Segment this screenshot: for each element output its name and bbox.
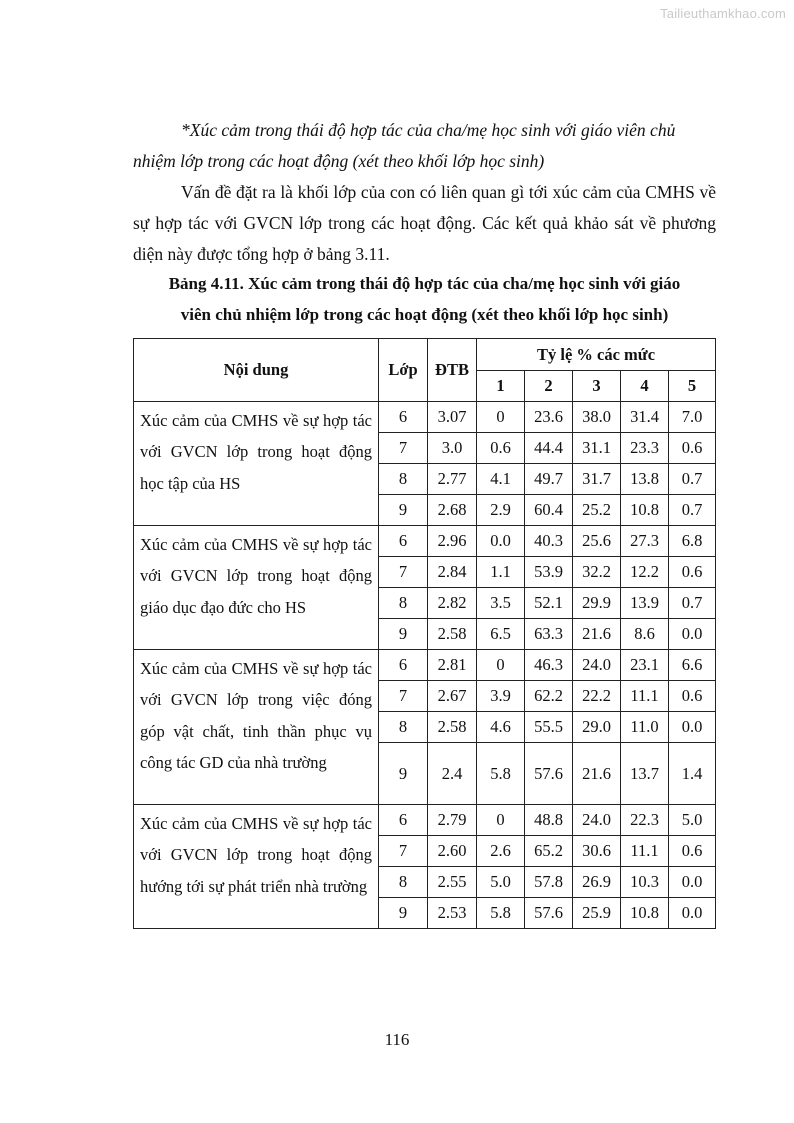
cell-grade: 6: [379, 805, 428, 836]
body-paragraph: Vấn đề đặt ra là khối lớp của con có liên quan gì tới xúc cảm của CMHS về sự hợp tác với GVCN lớp trong các hoạt động. Các kết quả khảo sát về phương diện này được tổng hợp ở bảng 3.11.: [133, 182, 716, 264]
cell-level-2: 46.3: [525, 650, 573, 681]
cell-avg: 2.58: [428, 712, 477, 743]
cell-level-3: 31.1: [573, 433, 621, 464]
cell-level-4: 8.6: [621, 619, 669, 650]
table-caption: [133, 268, 716, 330]
cell-level-2: 23.6: [525, 402, 573, 433]
cell-level-4: 11.0: [621, 712, 669, 743]
cell-level-1: 5.8: [477, 743, 525, 805]
cell-level-4: 23.3: [621, 433, 669, 464]
row-content: Xúc cảm của CMHS về sự hợp tác với GVCN lớp trong hoạt động giáo dục đạo đức cho HS: [134, 526, 379, 650]
cell-grade: 7: [379, 836, 428, 867]
header-level-1: 1: [477, 371, 525, 402]
watermark: Tailieuthamkhao.com: [660, 6, 786, 21]
cell-level-1: 5.8: [477, 898, 525, 929]
cell-level-2: 40.3: [525, 526, 573, 557]
cell-avg: 2.79: [428, 805, 477, 836]
header-level-2: 2: [525, 371, 573, 402]
cell-level-5: 0.6: [669, 836, 716, 867]
cell-level-3: 25.6: [573, 526, 621, 557]
table-caption-line-1: Bảng 4.11. Xúc cảm trong thái độ hợp tác của cha/mẹ học sinh với giáo: [168, 274, 681, 293]
cell-level-3: 30.6: [573, 836, 621, 867]
cell-grade: 7: [379, 681, 428, 712]
cell-level-2: 57.8: [525, 867, 573, 898]
cell-level-3: 31.7: [573, 464, 621, 495]
cell-level-2: 60.4: [525, 495, 573, 526]
cell-level-1: 0.6: [477, 433, 525, 464]
cell-level-2: 55.5: [525, 712, 573, 743]
cell-level-4: 13.8: [621, 464, 669, 495]
cell-grade: 6: [379, 526, 428, 557]
cell-grade: 8: [379, 867, 428, 898]
cell-level-3: 21.6: [573, 743, 621, 805]
cell-level-1: 0: [477, 402, 525, 433]
cell-level-3: 29.0: [573, 712, 621, 743]
cell-level-1: 0: [477, 650, 525, 681]
header-level-5: 5: [669, 371, 716, 402]
header-level-4: 4: [621, 371, 669, 402]
cell-level-4: 23.1: [621, 650, 669, 681]
cell-level-5: 0.6: [669, 557, 716, 588]
cell-level-4: 13.9: [621, 588, 669, 619]
cell-level-1: 3.9: [477, 681, 525, 712]
header-content: Nội dung: [134, 339, 379, 402]
cell-level-2: 48.8: [525, 805, 573, 836]
cell-level-5: 0.7: [669, 588, 716, 619]
cell-grade: 9: [379, 619, 428, 650]
cell-level-5: 0.7: [669, 495, 716, 526]
cell-grade: 9: [379, 495, 428, 526]
cell-level-4: 11.1: [621, 836, 669, 867]
cell-level-2: 53.9: [525, 557, 573, 588]
cell-avg: 2.60: [428, 836, 477, 867]
cell-level-1: 0.0: [477, 526, 525, 557]
table-caption-line-2: viên chủ nhiệm lớp trong các hoạt động (xét theo khối lớp học sinh): [180, 305, 669, 324]
cell-level-3: 38.0: [573, 402, 621, 433]
cell-avg: 3.0: [428, 433, 477, 464]
header-avg: ĐTB: [428, 339, 477, 402]
cell-avg: 2.67: [428, 681, 477, 712]
cell-level-3: 29.9: [573, 588, 621, 619]
cell-level-1: 6.5: [477, 619, 525, 650]
cell-avg: 2.58: [428, 619, 477, 650]
cell-level-5: 7.0: [669, 402, 716, 433]
cell-level-3: 21.6: [573, 619, 621, 650]
cell-level-4: 31.4: [621, 402, 669, 433]
table-row: [134, 805, 716, 836]
cell-level-5: 6.6: [669, 650, 716, 681]
table-row: [134, 402, 716, 433]
cell-grade: 9: [379, 743, 428, 805]
cell-level-1: 5.0: [477, 867, 525, 898]
table-row: [134, 526, 716, 557]
cell-level-4: 10.8: [621, 495, 669, 526]
cell-level-4: 27.3: [621, 526, 669, 557]
cell-level-4: 10.8: [621, 898, 669, 929]
cell-grade: 6: [379, 650, 428, 681]
cell-level-2: 62.2: [525, 681, 573, 712]
cell-level-3: 22.2: [573, 681, 621, 712]
cell-avg: 2.53: [428, 898, 477, 929]
cell-level-2: 63.3: [525, 619, 573, 650]
cell-avg: 2.96: [428, 526, 477, 557]
section-heading-paragraph: *Xúc cảm trong thái độ hợp tác của cha/mẹ học sinh với giáo viên chủ nhiệm lớp trong các hoạt động (xét theo khối lớp học sinh): [133, 120, 676, 171]
cell-level-5: 0.0: [669, 898, 716, 929]
data-table: [133, 338, 716, 929]
cell-avg: 2.81: [428, 650, 477, 681]
cell-level-1: 2.6: [477, 836, 525, 867]
cell-grade: 6: [379, 402, 428, 433]
cell-level-5: 0.7: [669, 464, 716, 495]
row-content: Xúc cảm của CMHS về sự hợp tác với GVCN lớp trong hoạt động học tập của HS: [134, 402, 379, 526]
cell-avg: 3.07: [428, 402, 477, 433]
cell-level-5: 0.0: [669, 619, 716, 650]
cell-level-1: 1.1: [477, 557, 525, 588]
cell-level-5: 0.0: [669, 867, 716, 898]
cell-level-5: 0.0: [669, 712, 716, 743]
cell-level-3: 24.0: [573, 805, 621, 836]
cell-level-3: 32.2: [573, 557, 621, 588]
cell-level-1: 4.1: [477, 464, 525, 495]
cell-level-4: 10.3: [621, 867, 669, 898]
cell-level-1: 2.9: [477, 495, 525, 526]
cell-level-5: 0.6: [669, 433, 716, 464]
cell-avg: 2.68: [428, 495, 477, 526]
cell-grade: 8: [379, 588, 428, 619]
header-level-3: 3: [573, 371, 621, 402]
cell-avg: 2.77: [428, 464, 477, 495]
cell-level-2: 65.2: [525, 836, 573, 867]
cell-avg: 2.82: [428, 588, 477, 619]
cell-level-4: 12.2: [621, 557, 669, 588]
cell-level-5: 0.6: [669, 681, 716, 712]
cell-level-2: 57.6: [525, 743, 573, 805]
cell-level-2: 44.4: [525, 433, 573, 464]
cell-level-3: 26.9: [573, 867, 621, 898]
cell-avg: 2.55: [428, 867, 477, 898]
cell-level-2: 49.7: [525, 464, 573, 495]
cell-level-3: 25.2: [573, 495, 621, 526]
cell-level-1: 4.6: [477, 712, 525, 743]
cell-grade: 8: [379, 712, 428, 743]
cell-level-5: 1.4: [669, 743, 716, 805]
cell-level-2: 52.1: [525, 588, 573, 619]
cell-level-4: 22.3: [621, 805, 669, 836]
cell-grade: 7: [379, 557, 428, 588]
page-number: 116: [384, 1030, 410, 1049]
cell-level-1: 0: [477, 805, 525, 836]
cell-avg: 2.84: [428, 557, 477, 588]
cell-grade: 7: [379, 433, 428, 464]
cell-grade: 9: [379, 898, 428, 929]
cell-level-5: 5.0: [669, 805, 716, 836]
table-row: [134, 650, 716, 681]
cell-grade: 8: [379, 464, 428, 495]
cell-level-4: 13.7: [621, 743, 669, 805]
cell-level-3: 25.9: [573, 898, 621, 929]
header-grade: Lớp: [379, 339, 428, 402]
header-levels-group: Tỷ lệ % các mức: [477, 339, 716, 371]
row-content: Xúc cảm của CMHS về sự hợp tác với GVCN lớp trong việc đóng góp vật chất, tinh thần phục vụ công tác GD của nhà trường: [134, 650, 379, 805]
row-content: Xúc cảm của CMHS về sự hợp tác với GVCN lớp trong hoạt động hướng tới sự phát triển nhà trường: [134, 805, 379, 929]
table-body: [134, 402, 716, 929]
cell-avg: 2.4: [428, 743, 477, 805]
cell-level-5: 6.8: [669, 526, 716, 557]
cell-level-3: 24.0: [573, 650, 621, 681]
cell-level-1: 3.5: [477, 588, 525, 619]
cell-level-2: 57.6: [525, 898, 573, 929]
cell-level-4: 11.1: [621, 681, 669, 712]
